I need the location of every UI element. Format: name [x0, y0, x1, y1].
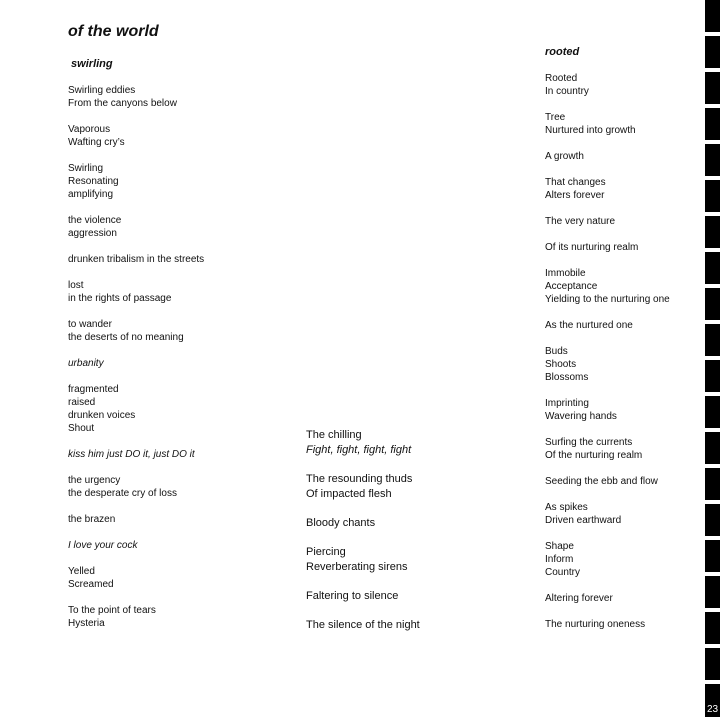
poem-line: Shape: [545, 541, 574, 552]
poem-line: Piercing: [306, 546, 346, 558]
stanza: [545, 72, 705, 98]
poem-line: the violence: [68, 215, 122, 226]
poem-line: In country: [545, 86, 589, 97]
poem-line: Wavering hands: [545, 411, 617, 422]
poem-line: Shout: [68, 423, 95, 434]
poem-line: That changes: [545, 177, 606, 188]
stanza: [306, 472, 536, 502]
poem-line: Seeding the ebb and flow: [545, 476, 658, 487]
stanza: [68, 253, 298, 266]
poem-line: Swirling: [68, 163, 104, 174]
poem-line: drunken tribalism in the streets: [68, 254, 205, 265]
poem-line: Imprinting: [545, 398, 589, 409]
poem-line: Wafting cry’s: [68, 137, 125, 148]
poem-line: Swirling eddies: [68, 85, 136, 96]
poem-line: Alters forever: [545, 190, 605, 201]
poem-line: As the nurtured one: [545, 320, 633, 331]
poem-line: Country: [545, 567, 581, 578]
stanza: [545, 319, 705, 332]
poem-line: Reverberating sirens: [306, 561, 408, 573]
stanza: [545, 540, 705, 579]
poem-line: Fight, fight, fight, fight: [306, 444, 412, 456]
poem-line: Inform: [545, 554, 574, 565]
poem-line: fragmented: [68, 384, 119, 395]
poem-line: Altering forever: [545, 593, 613, 604]
poem-line: kiss him just DO it, just DO it: [68, 449, 195, 460]
stanza: [545, 501, 705, 527]
poem-line: The resounding thuds: [306, 473, 413, 485]
stanza: [545, 592, 705, 605]
poem-line: to wander: [68, 319, 112, 330]
stanza: [68, 162, 298, 201]
stanza: [545, 475, 705, 488]
stanza: [306, 545, 536, 575]
poem-title-swirling: swirling: [68, 58, 113, 70]
poem-line: The very nature: [545, 216, 616, 227]
poem-line: amplifying: [68, 189, 114, 200]
poem-line: Buds: [545, 346, 568, 357]
poem-line: Yelled: [68, 566, 95, 577]
poem-line: To the point of tears: [68, 605, 156, 616]
stanza: [545, 150, 705, 163]
stanza: [68, 214, 298, 240]
left-column: [68, 22, 298, 643]
poem-line: The silence of the night: [306, 619, 420, 631]
poem-line: Immobile: [545, 268, 586, 279]
page-edge-bar: [705, 0, 720, 720]
poem-line: aggression: [68, 228, 117, 239]
stanza: [306, 589, 536, 604]
poem-swirling: [68, 84, 298, 630]
poem-line: Surfing the currents: [545, 437, 633, 448]
poem-line: Of its nurturing realm: [545, 242, 639, 253]
poem-line: in the rights of passage: [68, 293, 172, 304]
stanza: [68, 123, 298, 149]
page-number: 23: [706, 704, 719, 715]
stanza: [545, 618, 705, 631]
poem-line: A growth: [545, 151, 584, 162]
poem-line: the urgency: [68, 475, 121, 486]
poem-line: urbanity: [68, 358, 104, 369]
stanza: [68, 357, 298, 370]
poem-line: Of the nurturing realm: [545, 450, 643, 461]
stanza: [545, 241, 705, 254]
poem-line: Bloody chants: [306, 517, 376, 529]
stanza: [68, 565, 298, 591]
poem-title-rooted: rooted: [545, 46, 580, 58]
stanza: [68, 318, 298, 344]
poem-line: As spikes: [545, 502, 588, 513]
stanza: [68, 84, 298, 110]
poem-line: The chilling: [306, 429, 362, 441]
poem-line: raised: [68, 397, 96, 408]
poem-line: Vaporous: [68, 124, 111, 135]
stanza: [545, 345, 705, 384]
poem-rooted: [545, 72, 705, 631]
poem-line: Nurtured into growth: [545, 125, 636, 136]
stanza: [545, 267, 705, 306]
stanza: [545, 176, 705, 202]
poem-line: lost: [68, 280, 84, 291]
stanza: [306, 516, 536, 531]
page-heading: of the world: [68, 23, 159, 40]
middle-column: [306, 428, 536, 647]
stanza: [68, 448, 298, 461]
poem-swirling-continued: [306, 428, 536, 633]
stanza: [68, 474, 298, 500]
right-column: [545, 46, 705, 644]
poem-line: the desperate cry of loss: [68, 488, 177, 499]
stanza: [68, 539, 298, 552]
poem-line: Faltering to silence: [306, 590, 399, 602]
poem-line: Resonating: [68, 176, 119, 187]
poem-line: Acceptance: [545, 281, 598, 292]
poem-line: From the canyons below: [68, 98, 177, 109]
poem-line: Driven earthward: [545, 515, 622, 526]
stanza: [545, 397, 705, 423]
stanza: [306, 618, 536, 633]
stanza: [545, 436, 705, 462]
stanza: [68, 279, 298, 305]
poem-line: drunken voices: [68, 410, 136, 421]
poem-line: I love your cock: [68, 540, 138, 551]
stanza: [68, 383, 298, 435]
poem-line: Of impacted flesh: [306, 488, 392, 500]
stanza: [306, 428, 536, 458]
stanza: [545, 215, 705, 228]
poem-line: Screamed: [68, 579, 114, 590]
poem-line: Shoots: [545, 359, 577, 370]
poem-line: Hysteria: [68, 618, 105, 629]
poem-line: The nurturing oneness: [545, 619, 646, 630]
stanza: [68, 513, 298, 526]
stanza: [545, 111, 705, 137]
poem-line: Yielding to the nurturing one: [545, 294, 670, 305]
poem-line: Blossoms: [545, 372, 589, 383]
poem-line: Rooted: [545, 73, 578, 84]
poem-line: the deserts of no meaning: [68, 332, 184, 343]
stanza: [68, 604, 298, 630]
poem-line: the brazen: [68, 514, 116, 525]
poem-line: Tree: [545, 112, 566, 123]
